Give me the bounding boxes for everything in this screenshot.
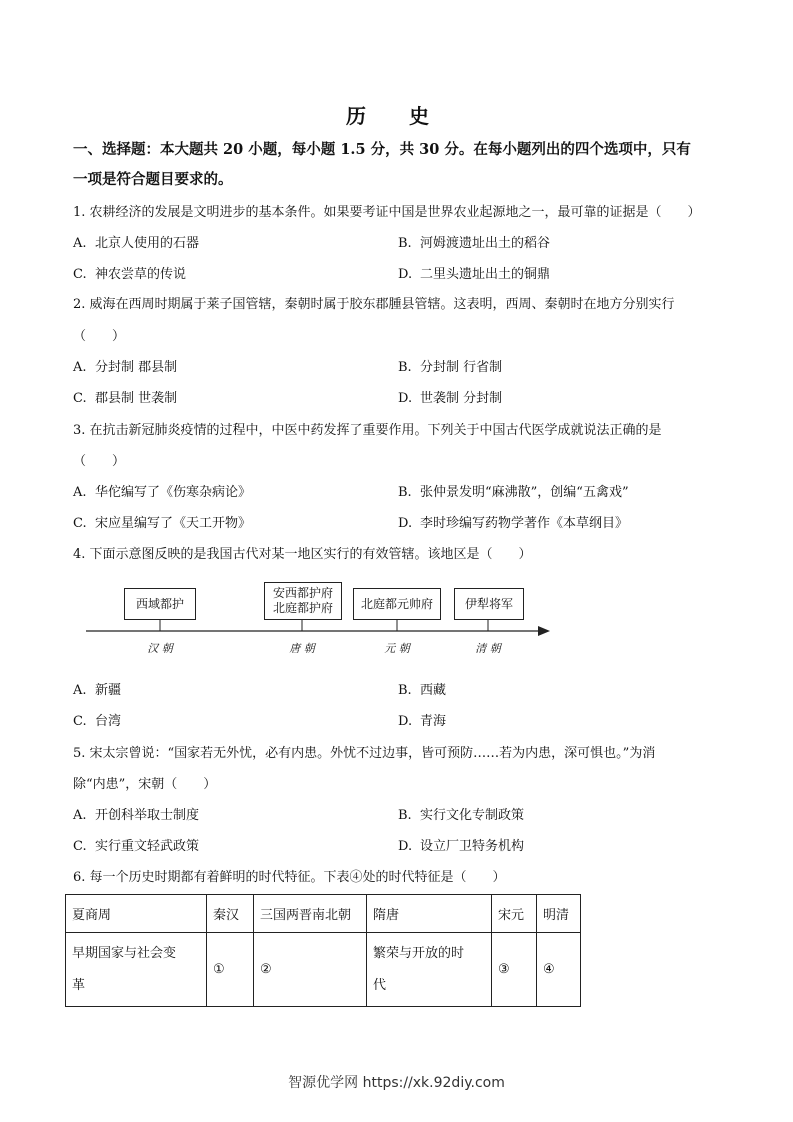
q4-timeline-diagram: [84, 582, 554, 656]
q2-option-b[interactable]: B. 分封制 行省制: [398, 360, 503, 375]
q1-option-d[interactable]: D. 二里头遗址出土的铜鼎: [398, 267, 551, 282]
table-cell: ②: [254, 933, 367, 1007]
q1-option-a[interactable]: A. 北京人使用的石器: [73, 236, 200, 251]
timeline-box-yili-jiangjun: 伊犁将军: [454, 588, 524, 620]
timeline-label-qing: 清 朝: [475, 642, 501, 655]
q1-option-b[interactable]: B. 河姆渡遗址出土的稻谷: [398, 236, 551, 251]
table-header-cell: 三国两晋南北朝: [254, 895, 367, 933]
q5-stem-line2: 除“内患”，宋朝（ ）: [73, 777, 217, 792]
section-heading-line2: 一项是符合题目要求的。: [73, 171, 233, 188]
footer-watermark: 智源优学网 https://xk.92diy.com: [288, 1075, 505, 1091]
table-cell: ④: [537, 933, 581, 1007]
q4-option-d[interactable]: D. 青海: [398, 714, 447, 729]
q3-stem-line1: 3. 在抗击新冠肺炎疫情的过程中，中医中药发挥了重要作用。下列关于中国古代医学成就说法正确的是: [73, 423, 662, 438]
q6-table: [65, 894, 581, 1007]
table-header-cell: 夏商周: [66, 895, 207, 933]
q1-stem: 1. 农耕经济的发展是文明进步的基本条件。如果要考证中国是世界农业起源地之一，最可靠的证据是（ ）: [73, 205, 701, 220]
timeline-label-tang: 唐 朝: [289, 642, 315, 655]
page-title: 历 史: [346, 104, 447, 128]
timeline-label-han: 汉 朝: [147, 642, 173, 655]
table-cell: 早期国家与社会变 革: [66, 933, 207, 1007]
q6-stem: 6. 每一个历史时期都有着鲜明的时代特征。下表④处的时代特征是（ ）: [73, 870, 506, 885]
table-header-cell: 宋元: [492, 895, 537, 933]
table-row: [66, 933, 581, 1007]
q5-option-d[interactable]: D. 设立厂卫特务机构: [398, 839, 525, 854]
q2-option-d[interactable]: D. 世袭制 分封制: [398, 391, 503, 406]
q2-stem-line1: 2. 威海在西周时期属于莱子国管辖，秦朝时属于胶东郡腫县管辖。这表明，西周、秦朝时在地方分别实行: [73, 297, 675, 312]
table-header-cell: 明清: [537, 895, 581, 933]
table-cell: ③: [492, 933, 537, 1007]
table-header-cell: 隋唐: [367, 895, 492, 933]
q3-stem-line2: （ ）: [73, 454, 126, 469]
q3-option-c[interactable]: C. 宋应星编写了《天工开物》: [73, 516, 252, 531]
q2-option-a[interactable]: A. 分封制 郡县制: [73, 360, 178, 375]
q1-option-c[interactable]: C. 神农尝草的传说: [73, 267, 187, 282]
q3-option-d[interactable]: D. 李时珍编写药物学著作《本草纲目》: [398, 516, 629, 531]
q2-stem-line2: （ ）: [73, 329, 126, 344]
q5-option-a[interactable]: A. 开创科举取士制度: [73, 808, 200, 823]
q5-stem-line1: 5. 宋太宗曾说：“国家若无外忧，必有内患。外忧不过边事，皆可预防……若为内患，深可惧也。”为消: [73, 746, 656, 761]
timeline-box-beiting-yuanshuai: 北庭都元帅府: [353, 588, 441, 620]
timeline-arrow-icon: [538, 626, 550, 636]
timeline-box-anxi-beiting: 安西都护府 北庭都护府: [264, 582, 342, 620]
table-cell: ①: [207, 933, 254, 1007]
q3-option-a[interactable]: A. 华佗编写了《伤寒杂病论》: [73, 485, 252, 500]
q5-option-b[interactable]: B. 实行文化专制政策: [398, 808, 525, 823]
section-heading-line1: 一、选择题：本大题共 20 小题，每小题 1.5 分，共 30 分。在每小题列出的四个选项中，只有: [73, 141, 691, 158]
q4-option-b[interactable]: B. 西藏: [398, 683, 447, 698]
table-cell: 繁荣与开放的时 代: [367, 933, 492, 1007]
q4-stem: 4. 下面示意图反映的是我国古代对某一地区实行的有效管辖。该地区是（ ）: [73, 547, 532, 562]
q4-option-a[interactable]: A. 新疆: [73, 683, 122, 698]
timeline-box-xiyu-duhu: 西域都护: [124, 588, 196, 620]
q4-option-c[interactable]: C. 台湾: [73, 714, 122, 729]
table-header-cell: 秦汉: [207, 895, 254, 933]
q2-option-c[interactable]: C. 郡县制 世袭制: [73, 391, 178, 406]
q5-option-c[interactable]: C. 实行重文轻武政策: [73, 839, 200, 854]
q3-option-b[interactable]: B. 张仲景发明“麻沸散”，创编“五禽戏”: [398, 485, 629, 500]
table-header-row: [66, 895, 581, 933]
timeline-label-yuan: 元 朝: [384, 642, 410, 655]
